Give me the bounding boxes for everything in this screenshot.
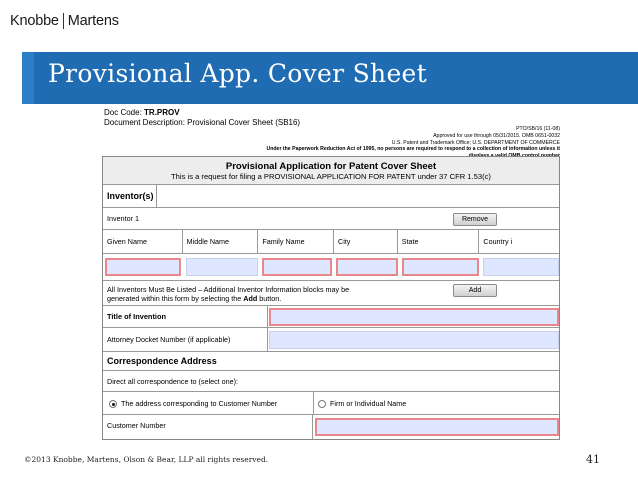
inventor-label-text: Inventor <box>107 214 133 223</box>
agency-text: U.S. Patent and Trademark Office; U.S. DEPARTMENT OF COMMERCE <box>391 139 560 146</box>
form-subtitle: This is a request for filing a PROVISIONAL APPLICATION FOR PATENT under 37 CFR 1.53(c) <box>171 172 491 181</box>
cover-sheet-document <box>100 108 562 450</box>
add-inventor-button[interactable]: Add <box>453 284 497 297</box>
radio-firm-label: Firm or Individual Name <box>330 399 407 408</box>
inventor-inputs-row <box>103 254 559 281</box>
inventor-columns <box>103 230 559 253</box>
correspondence-options-row <box>103 391 559 415</box>
title-of-invention-label: Title of Invention <box>103 306 268 327</box>
direct-correspondence-label: Direct all correspondence to (select one): <box>107 377 239 386</box>
customer-number-input[interactable] <box>315 418 559 436</box>
inventor-row <box>103 208 559 230</box>
page-number: 41 <box>586 453 600 466</box>
attorney-docket-row <box>103 328 559 352</box>
all-inventors-add-word: Add <box>243 294 258 303</box>
inventor-number: 1 <box>134 214 139 223</box>
country-input[interactable] <box>483 258 559 276</box>
column-state: State <box>398 230 480 253</box>
copyright-footer: ©2013 Knobbe, Martens, Olson & Bear, LLP all rights reserved. <box>24 455 269 464</box>
paperwork-notice: Under the Paperwork Reduction Act of 1995, no persons are required to respond to a collection of information unless it <box>266 146 560 153</box>
logo-martens: Martens <box>63 13 119 29</box>
radio-firm-button[interactable] <box>318 400 326 408</box>
correspondence-heading-row <box>103 352 559 371</box>
column-given-name: Given Name <box>103 230 183 253</box>
customer-number-label: Customer Number <box>103 415 313 439</box>
all-inventors-line-2 <box>107 294 403 303</box>
column-middle-name: Middle Name <box>183 230 259 253</box>
title-of-invention-row <box>103 306 559 328</box>
approval-text: Approved for use through 05/31/2015. OMB 0651-0032 <box>433 132 560 139</box>
column-country: Country i <box>483 237 513 246</box>
city-input[interactable] <box>336 258 398 276</box>
column-family-name: Family Name <box>258 230 334 253</box>
radio-customer-button[interactable] <box>109 400 117 408</box>
radio-firm-option[interactable] <box>313 392 406 415</box>
radio-customer-option[interactable] <box>105 399 277 408</box>
doc-meta <box>104 108 300 128</box>
family-name-input[interactable] <box>262 258 332 276</box>
state-input[interactable] <box>402 258 479 276</box>
form-number: PTO/SB/16 (11-08) <box>516 126 560 132</box>
inventors-heading: Inventor(s) <box>103 185 157 207</box>
customer-number-row <box>103 415 559 439</box>
given-name-input[interactable] <box>105 258 181 276</box>
attorney-docket-label: Attorney Docket Number (if applicable) <box>103 328 268 351</box>
attorney-docket-input[interactable] <box>269 331 559 349</box>
pto-header <box>260 126 560 160</box>
cover-sheet-form <box>102 156 560 440</box>
slide-title: Provisional App. Cover Sheet <box>48 59 427 88</box>
title-of-invention-input[interactable] <box>269 308 559 326</box>
inventor-columns-header <box>103 230 559 254</box>
logo-knobbe: Knobbe <box>10 13 59 29</box>
doc-code-label: Doc Code: <box>104 108 142 117</box>
all-inventors-note <box>103 281 403 303</box>
all-inventors-line-2-pre: generated within this form by selecting the <box>107 294 244 303</box>
inventors-section <box>103 185 559 208</box>
form-title: Provisional Application for Patent Cover Sheet <box>225 161 437 172</box>
direct-correspondence-row <box>103 371 559 391</box>
correspondence-heading: Correspondence Address <box>107 356 217 366</box>
all-inventors-line-2-post: button. <box>257 294 282 303</box>
radio-customer-label: The address corresponding to Customer Number <box>121 399 278 408</box>
title-banner <box>22 52 638 104</box>
form-header <box>103 157 559 185</box>
doc-code-value: TR.PROV <box>144 108 180 117</box>
company-logo <box>10 9 119 33</box>
doc-description-label: Document Description: <box>104 118 185 127</box>
doc-description-value: Provisional Cover Sheet (SB16) <box>187 118 301 127</box>
middle-name-input[interactable] <box>186 258 258 276</box>
remove-inventor-button[interactable]: Remove <box>453 213 497 226</box>
all-inventors-line-1: All Inventors Must Be Listed – Additional Inventor Information blocks may be <box>107 285 350 294</box>
column-city: City <box>334 230 398 253</box>
add-inventor-row <box>103 281 559 306</box>
